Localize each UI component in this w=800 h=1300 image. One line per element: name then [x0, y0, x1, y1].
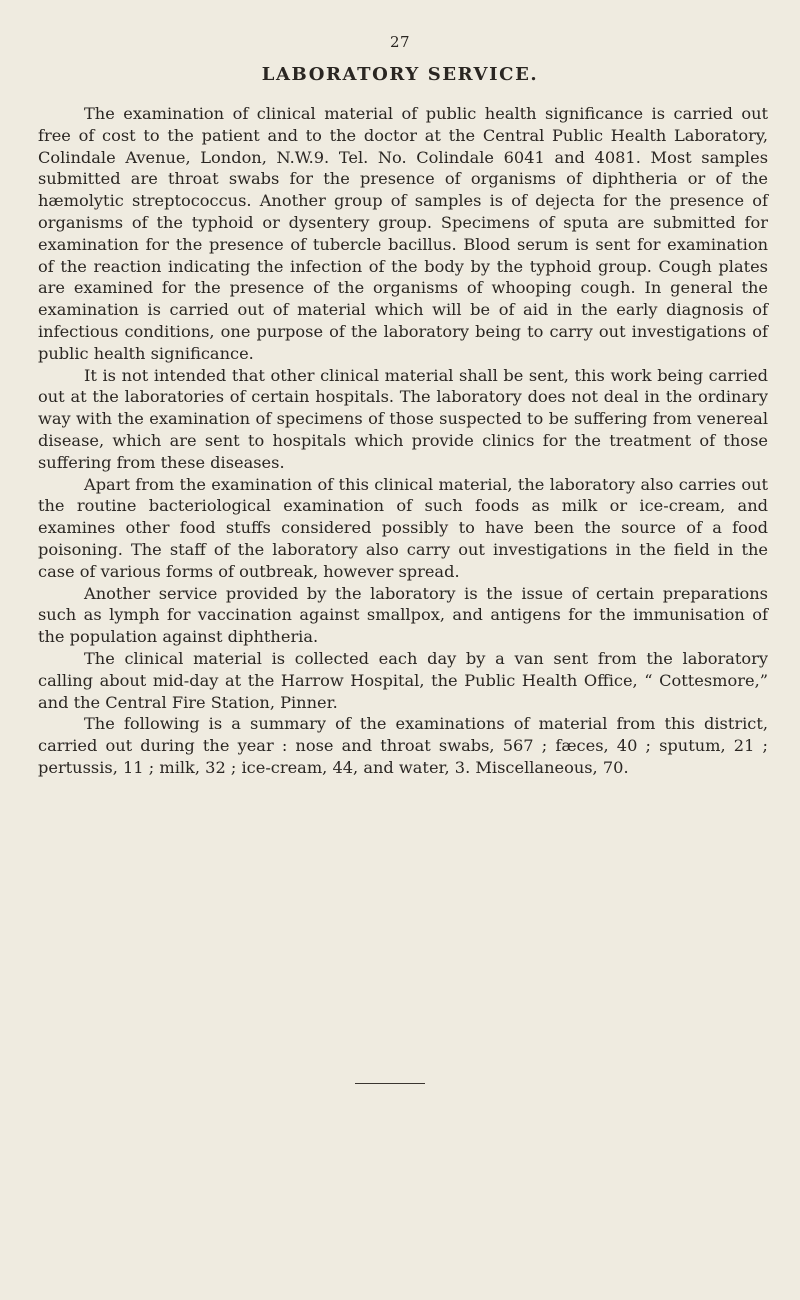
- body-text: [38, 103, 768, 779]
- page-number: 27: [389, 33, 411, 51]
- paragraph-preparations: Another service provided by the laboratory is the issue of certain preparations such as lymph for vaccination against smallpox, and antigens for the immunisation of the population against diphtheria.: [38, 583, 768, 647]
- paragraph-other-clinical-material: It is not intended that other clinical material shall be sent, this work being carried out at the laboratories of certain hospitals. The laboratory does not deal in the ordinary way with the examination of specimens of those suspected to be suffering from venereal disease, which are sent to hospitals which provide clinics for the treatment of those suffering from these diseases.: [38, 365, 768, 472]
- paragraph-food-examination: Apart from the examination of this clinical material, the laboratory also carries out the routine bacteriological examination of such foods as milk or ice-cream, and examines other food stuffs considered possibly to have been the source of a food poisoning. The staff of the laboratory also carry out investigations in the field in the case of various forms of outbreak, however spread.: [38, 474, 768, 581]
- page-title: LABORATORY SERVICE.: [261, 64, 539, 85]
- paragraph-summary: The following is a summary of the examinations of material from this district, carried out during the year : nose and throat swabs, 567 ; fæces, 40 ; sputum, 21 ; pertussis, 11 ; milk, 32 ; ice-cream, 44, and water, 3. Miscellaneous, 70.: [38, 714, 768, 777]
- paragraph-laboratory-examination: The examination of clinical material of public health significance is carried out free of cost to the patient and to the doctor at the Central Public Health Laboratory, Colindale Avenue, London, N.W.9. Tel. No. Colindale 6041 and 4081. Most samples submitted are throat swabs for the presence of organisms of diphtheria or of the hæmolytic streptococcus. Another group of samples is of dejecta for the presence of organisms of the typhoid or dysentery group. Specimens of sputa are submitted for examination for the presence of tubercle bacillus. Blood serum is sent for examination of the reaction indicating the infection of the body by the typhoid group. Cough plates are examined for the presence of the organisms of whooping cough. In general the examination is carried out of material which will be of aid in the early diagnosis of infectious conditions, one purpose of the laboratory being to carry out investigations of public health significance.: [38, 104, 768, 363]
- paragraph-collection: The clinical material is collected each day by a van sent from the laboratory calling about mid-day at the Harrow Hospital, the Public Health Office, “ Cottesmore,” and the Central Fire Station, Pinner.: [38, 648, 768, 712]
- end-rule-divider: [355, 1083, 425, 1084]
